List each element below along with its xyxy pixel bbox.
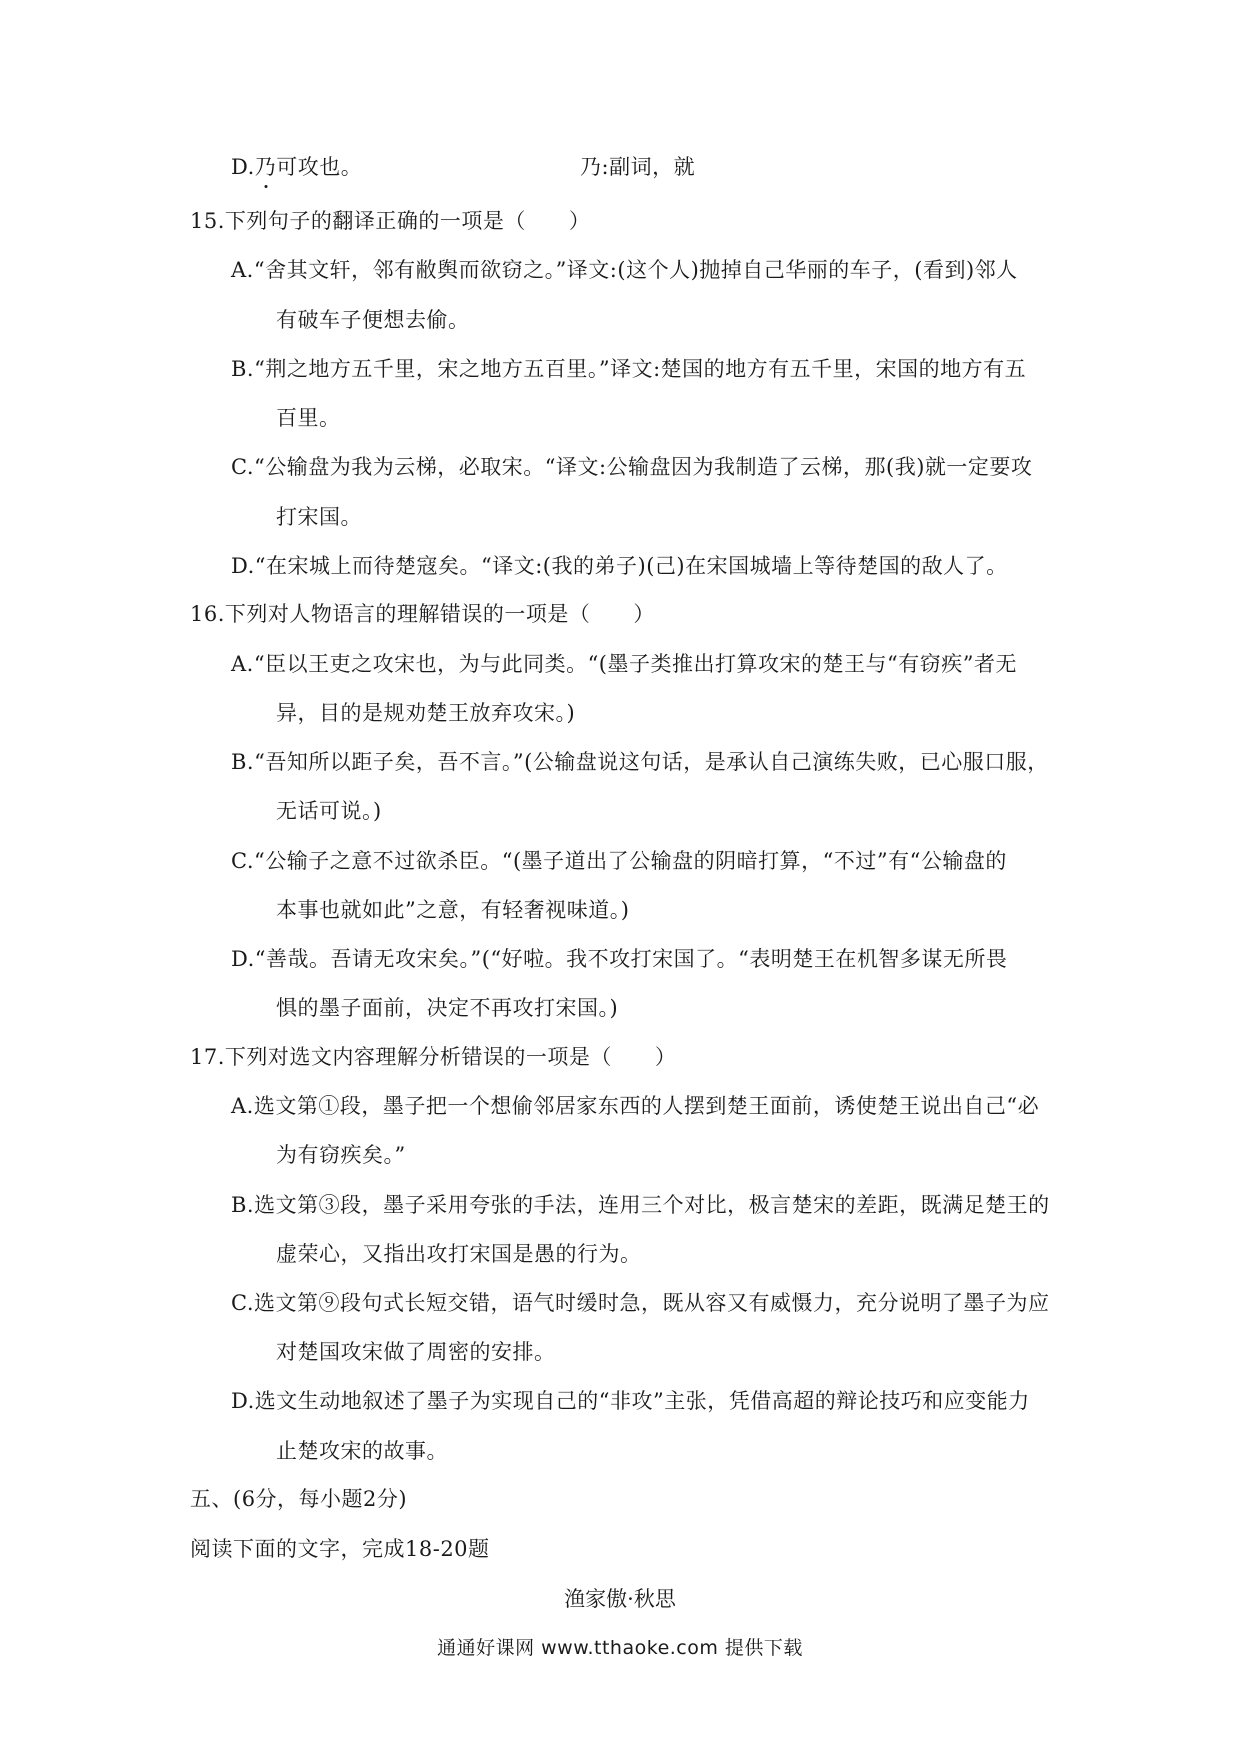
q16-option-c-line2: 本事也就如此”之意，有轻奢视味道。) — [276, 898, 630, 922]
q17-option-d-line2: 止楚攻宋的故事。 — [276, 1439, 448, 1463]
q15-option-d-line1: D.“在宋城上而待楚寇矣。“译文:(我的弟子)(己)在宋国城墙上等待楚国的敌人了。 — [231, 554, 1008, 578]
q16-option-a-line2: 异，目的是规劝楚王放弃攻宋。) — [276, 701, 576, 725]
q15-option-b-line1: B.“荆之地方五千里，宋之地方五百里。”译文:楚国的地方有五千里，宋国的地方有五 — [231, 357, 1027, 381]
q15-option-c-line2: 打宋国。 — [276, 505, 362, 529]
q14-option-d-text: 可攻也。 — [276, 155, 363, 179]
q14-option-d-dotted-char: 乃 — [255, 152, 277, 182]
q17-option-c-line2: 对楚国攻宋做了周密的安排。 — [276, 1340, 556, 1364]
q16-option-b-line2: 无话可说。) — [276, 799, 382, 823]
q17-option-b-line2: 虚荣心，又指出攻打宋国是愚的行为。 — [276, 1242, 642, 1266]
section5-instruction: 阅读下面的文字，完成18-20题 — [190, 1537, 490, 1561]
q17-stem: 17.下列对选文内容理解分析错误的一项是（ ） — [190, 1045, 677, 1069]
section5-heading: 五、(6分，每小题2分) — [190, 1487, 408, 1511]
q15-option-c-line1: C.“公输盘为我为云梯，必取宋。“译文:公输盘因为我制造了云梯，那(我)就一定要攻 — [231, 455, 1033, 479]
q15-stem: 15.下列句子的翻译正确的一项是（ ） — [190, 209, 591, 233]
q16-option-a-line1: A.“臣以王吏之攻宋也，为与此同类。“(墨子类推出打算攻宋的楚王与“有窃疾”者无 — [231, 652, 1017, 676]
q17-option-d-line1: D.选文生动地叙述了墨子为实现自己的“非攻”主张，凭借高超的辩论技巧和应变能力 — [231, 1389, 1030, 1413]
q17-option-c-line1: C.选文第⑨段句式长短交错，语气时缓时急，既从容又有威慑力，充分说明了墨子为应 — [231, 1291, 1050, 1315]
footer-source: 通通好课网 www.tthaoke.com 提供下载 — [437, 1637, 803, 1659]
q16-option-d-line1: D.“善哉。吾请无攻宋矣。”(“好啦。我不攻打宋国了。“表明楚王在机智多谋无所畏 — [231, 947, 1008, 971]
q16-option-c-line1: C.“公输子之意不过欲杀臣。“(墨子道出了公输盘的阴暗打算，“不过”有“公输盘的 — [231, 849, 1007, 873]
poem-title: 渔家傲·秋思 — [564, 1587, 676, 1611]
q16-option-d-line2: 惧的墨子面前，决定不再攻打宋国。) — [276, 996, 619, 1020]
q14-option-d-gloss: 乃:副词，就 — [580, 155, 696, 179]
q17-option-b-line1: B.选文第③段，墨子采用夸张的手法，连用三个对比，极言楚宋的差距，既满足楚王的 — [231, 1193, 1050, 1217]
q17-option-a-line2: 为有窃疾矣。” — [276, 1143, 406, 1167]
q16-option-b-line1: B.“吾知所以距子矣，吾不言。”(公输盘说这句话，是承认自己演练失败，已心服口服， — [231, 750, 1049, 774]
q17-option-a-line1: A.选文第①段，墨子把一个想偷邻居家东西的人摆到楚王面前，诱使楚王说出自己“必 — [231, 1094, 1040, 1118]
q14-option-d — [231, 152, 362, 182]
q14-option-d-label: D. — [231, 155, 255, 179]
q15-option-b-line2: 百里。 — [276, 406, 341, 430]
q15-option-a-line2: 有破车子便想去偷。 — [276, 308, 470, 332]
q15-option-a-line1: A.“舍其文轩，邻有敝舆而欲窃之。”译文:(这个人)抛掉自己华丽的车子，(看到)邻人 — [231, 258, 1018, 282]
q16-stem: 16.下列对人物语言的理解错误的一项是（ ） — [190, 602, 655, 626]
